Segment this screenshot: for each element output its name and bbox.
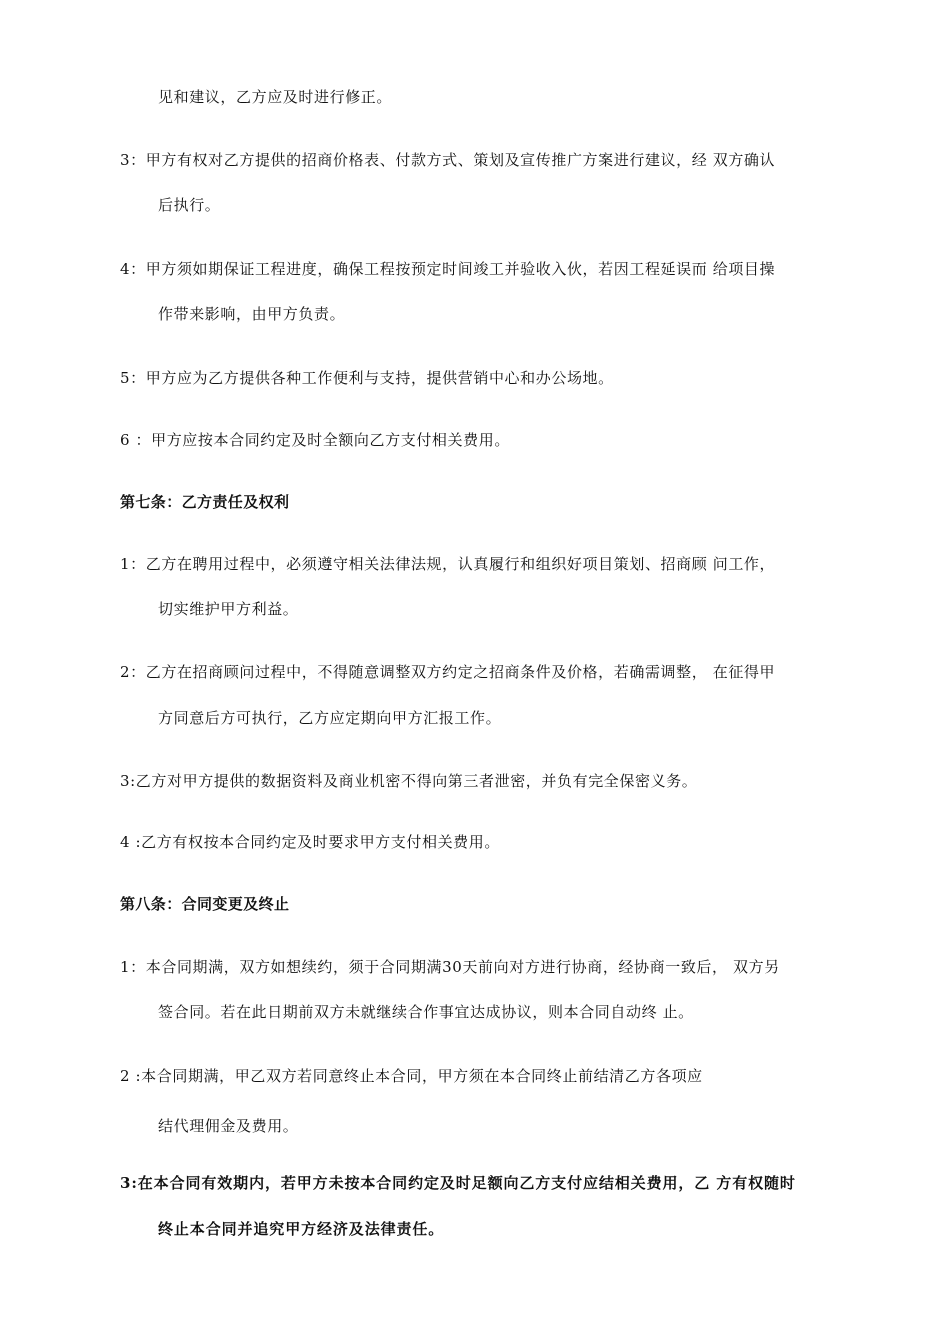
clause-item-6: 6 ：甲方应按本合同约定及时全额向乙方支付相关费用。 (120, 431, 510, 449)
paragraph-continuation: 终止本合同并追究甲方经济及法律责任。 (158, 1220, 445, 1238)
clause-item-4: 4 :乙方有权按本合同约定及时要求甲方支付相关费用。 (120, 833, 500, 851)
paragraph-continuation: 结代理佣金及费用。 (158, 1117, 299, 1135)
clause-item-5: 5：甲方应为乙方提供各种工作便利与支持，提供营销中心和办公场地。 (120, 369, 614, 387)
section-heading-article-8: 第八条：合同变更及终止 (120, 895, 290, 913)
clause-item-2: 2：乙方在招商顾问过程中，不得随意调整双方约定之招商条件及价格，若确需调整， 在征得甲 (120, 663, 776, 681)
paragraph-continuation: 签合同。若在此日期前双方未就继续合作事宜达成协议，则本合同自动终 止。 (158, 1003, 694, 1021)
clause-item-1: 1：乙方在聘用过程中，必须遵守相关法律法规，认真履行和组织好项目策划、招商顾 问工作， (120, 555, 776, 573)
paragraph-continuation: 见和建议，乙方应及时进行修正。 (158, 88, 393, 106)
clause-item-3: 3:在本合同有效期内，若甲方未按本合同约定及时足额向乙方支付应结相关费用，乙 方有权随时 (120, 1174, 796, 1192)
clause-item-1: 1：本合同期满，双方如想续约，须于合同期满30天前向对方进行协商，经协商一致后， 双方另 (120, 958, 780, 976)
clause-item-3: 3:乙方对甲方提供的数据资料及商业机密不得向第三者泄密，并负有完全保密义务。 (120, 772, 698, 790)
paragraph-continuation: 后执行。 (158, 196, 221, 214)
paragraph-continuation: 切实维护甲方利益。 (158, 600, 299, 618)
paragraph-continuation: 方同意后方可执行，乙方应定期向甲方汇报工作。 (158, 709, 502, 727)
clause-item-2: 2 :本合同期满，甲乙双方若同意终止本合同，甲方须在本合同终止前结清乙方各项应 (120, 1067, 703, 1085)
paragraph-continuation: 作带来影响，由甲方负责。 (158, 305, 346, 323)
clause-item-3: 3：甲方有权对乙方提供的招商价格表、付款方式、策划及宣传推广方案进行建议，经 双方确认 (120, 151, 776, 169)
clause-item-4: 4：甲方须如期保证工程进度，确保工程按预定时间竣工并验收入伙，若因工程延误而 给项目操 (120, 260, 776, 278)
section-heading-article-7: 第七条：乙方责任及权利 (120, 493, 290, 511)
